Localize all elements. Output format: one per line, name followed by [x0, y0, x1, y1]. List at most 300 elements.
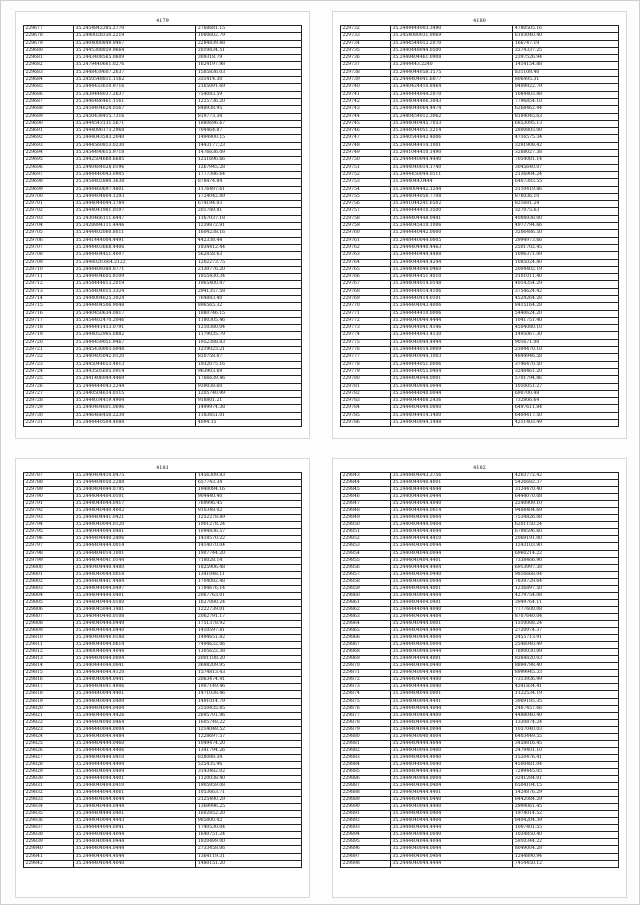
- table-row: [341, 412, 619, 419]
- row-id-cell: 229706: [24, 237, 74, 244]
- table-row: [341, 698, 619, 705]
- row-id-cell: 229857: [341, 571, 391, 578]
- code-cell: 35.2444450044.0111: [391, 171, 513, 178]
- value-cell: 1443177.23: [196, 142, 302, 149]
- value-cell: 8442084.29: [513, 797, 619, 804]
- row-id-cell: 229750: [341, 157, 391, 164]
- table-row: [341, 578, 619, 585]
- row-id-cell: 229843: [341, 473, 391, 480]
- code-cell: 35.2443408565.0609: [74, 55, 196, 62]
- code-cell: 35.2444444044.4401: [74, 776, 196, 783]
- code-cell: 35.2440444044.0481: [74, 529, 196, 536]
- row-id-cell: 229756: [341, 201, 391, 208]
- table-row: [24, 295, 302, 302]
- value-cell: 8049004.28: [513, 846, 619, 853]
- table-row: [24, 832, 302, 839]
- table-row: [341, 557, 619, 564]
- row-id-cell: 229718: [24, 325, 74, 332]
- code-cell: 35.2444404440.4463: [391, 244, 513, 251]
- table-row: [341, 361, 619, 368]
- table-row: [24, 825, 302, 832]
- table-row: [24, 84, 302, 91]
- code-cell: 35.2444040044.0441: [74, 677, 196, 684]
- code-cell: 35.2444040445.7033: [391, 120, 513, 127]
- row-id-cell: 229730: [24, 412, 74, 419]
- table-row: [24, 550, 302, 557]
- table-row: [24, 613, 302, 620]
- value-cell: 1180305.46: [196, 317, 302, 324]
- value-cell: 901671.00: [513, 339, 619, 346]
- row-id-cell: 229805: [24, 599, 74, 606]
- value-cell: 4780505.16: [513, 26, 619, 33]
- row-id-cell: 229806: [24, 606, 74, 613]
- row-id-cell: 229847: [341, 501, 391, 508]
- value-cell: 7299445.05: [513, 768, 619, 775]
- code-cell: 35.2444086173.2968: [74, 128, 196, 135]
- row-id-cell: 229751: [341, 164, 391, 171]
- table-row: [24, 383, 302, 390]
- code-cell: 35.2444044014.0148: [391, 281, 513, 288]
- code-cell: 35.2444404044.4444: [391, 825, 513, 832]
- value-cell: 754083.59: [196, 91, 302, 98]
- value-cell: 6407383.55: [513, 179, 619, 186]
- value-cell: 6404417.50: [513, 412, 619, 419]
- code-cell: 35.2444404044.4404: [391, 613, 513, 620]
- row-id-cell: 229810: [24, 635, 74, 642]
- code-cell: 35.2445388859.9664: [74, 47, 196, 54]
- table-row: [24, 193, 302, 200]
- value-cell: 1494651.82: [196, 635, 302, 642]
- value-cell: 1364119.31: [196, 853, 302, 860]
- row-id-cell: 229856: [341, 564, 391, 571]
- value-cell: 1167037.18: [196, 215, 302, 222]
- table-row: [24, 55, 302, 62]
- code-cell: 35.2444040044.0040: [391, 832, 513, 839]
- code-cell: 35.2444040044.0444: [391, 649, 513, 656]
- value-cell: 1740530.04: [196, 825, 302, 832]
- row-id-cell: 229840: [24, 846, 74, 853]
- value-cell: 6444070.08: [513, 494, 619, 501]
- code-cell: 35.2444040044.4441: [391, 698, 513, 705]
- table-row: [341, 77, 619, 84]
- code-cell: 35.2444040044.0120: [74, 522, 196, 529]
- value-cell: 1243103.90: [513, 543, 619, 550]
- row-id-cell: 229695: [24, 157, 74, 164]
- table-row: [24, 726, 302, 733]
- value-cell: 4504080.10: [513, 325, 619, 332]
- row-id-cell: 229859: [341, 585, 391, 592]
- code-cell: 35.2444440414.0101: [391, 295, 513, 302]
- table-row: [341, 128, 619, 135]
- table-row: [341, 259, 619, 266]
- row-id-cell: 229774: [341, 332, 391, 339]
- row-id-cell: 229819: [24, 698, 74, 705]
- code-cell: 35.2444403668.4406: [74, 244, 196, 251]
- row-id-cell: 229877: [341, 712, 391, 719]
- value-cell: 1880696.67: [196, 120, 302, 127]
- code-cell: 35.2444044404.4044: [391, 487, 513, 494]
- code-cell: 35.2450438415.7316: [74, 113, 196, 120]
- code-cell: 35.2444444044.4494: [74, 761, 196, 768]
- value-cell: 3101011.40: [513, 274, 619, 281]
- value-cell: 6403449.55: [513, 733, 619, 740]
- value-cell: 1907744.20: [196, 550, 302, 557]
- code-cell: 35.2444040044.1448: [391, 420, 513, 427]
- code-cell: 35.2454842385.2770: [74, 26, 196, 33]
- table-row: [341, 473, 619, 480]
- table-row: [24, 361, 302, 368]
- value-cell: 1341048.11: [196, 571, 302, 578]
- value-cell: 6853095.13: [513, 120, 619, 127]
- page-4182: [332, 458, 627, 898]
- code-cell: 35.2444404041.4906: [74, 684, 196, 691]
- code-cell: 35.2444404441.4484: [74, 578, 196, 585]
- row-id-cell: 229746: [341, 128, 391, 135]
- code-cell: 35.2445430003.0048: [74, 347, 196, 354]
- row-id-cell: 229771: [341, 310, 391, 317]
- table-row: [24, 201, 302, 208]
- table-row: [341, 790, 619, 797]
- value-cell: 5440624.20: [513, 310, 619, 317]
- row-id-cell: 229782: [341, 390, 391, 397]
- table-row: [341, 317, 619, 324]
- row-id-cell: 229778: [341, 361, 391, 368]
- code-cell: 35.2444045410.1006: [391, 223, 513, 230]
- table-row: [341, 684, 619, 691]
- table-row: [341, 585, 619, 592]
- row-id-cell: 229879: [341, 726, 391, 733]
- row-id-cell: 229690: [24, 120, 74, 127]
- table-row: [24, 557, 302, 564]
- row-id-cell: 229854: [341, 550, 391, 557]
- row-id-cell: 229720: [24, 339, 74, 346]
- table-row: [341, 62, 619, 69]
- table-row: [341, 592, 619, 599]
- table-row: [341, 487, 619, 494]
- table-row: [341, 405, 619, 412]
- table-row: [24, 223, 302, 230]
- row-id-cell: 229888: [341, 790, 391, 797]
- value-cell: 1228697.57: [196, 733, 302, 740]
- table-row: [24, 339, 302, 346]
- table-row: [24, 354, 302, 361]
- table-row: [341, 501, 619, 508]
- value-cell: 1094836.57: [196, 529, 302, 536]
- row-id-cell: 229780: [341, 376, 391, 383]
- code-cell: 35.2444404444.0460: [74, 740, 196, 747]
- row-id-cell: 229777: [341, 354, 391, 361]
- value-cell: 1414070.04: [196, 543, 302, 550]
- table-row: [24, 670, 302, 677]
- value-cell: 1179035.79: [196, 332, 302, 339]
- code-cell: 35.2444040444.4404: [391, 818, 513, 825]
- code-cell: 35.2444440044.0004: [74, 726, 196, 733]
- code-cell: 35.2444044451.4010: [391, 274, 513, 281]
- row-id-cell: 229749: [341, 150, 391, 157]
- code-cell: 35.2444544012.2070: [391, 40, 513, 47]
- code-cell: 35.2444040044.0409: [74, 698, 196, 705]
- table-row: [341, 295, 619, 302]
- code-cell: 35.2448439607.2637: [74, 69, 196, 76]
- code-cell: 35.2444044050.7708: [391, 193, 513, 200]
- value-cell: 3206486.50: [513, 230, 619, 237]
- code-cell: 35.2444040044.0018: [74, 571, 196, 578]
- row-id-cell: 229802: [24, 578, 74, 585]
- value-cell: 1520476.41: [513, 754, 619, 761]
- value-cell: 6913997.38: [513, 564, 619, 571]
- value-cell: 848938.95: [196, 106, 302, 113]
- value-cell: 2063474.41: [196, 677, 302, 684]
- table-row: [24, 208, 302, 215]
- table-row: [24, 747, 302, 754]
- table-row: [341, 157, 619, 164]
- row-id-cell: 229894: [341, 832, 391, 839]
- row-id-cell: 229738: [341, 69, 391, 76]
- row-id-cell: 229795: [24, 529, 74, 536]
- code-cell: 35.2444044040.4001: [391, 480, 513, 487]
- table-row: [24, 501, 302, 508]
- table-row: [24, 628, 302, 635]
- code-cell: 35.2444404044.4001: [391, 585, 513, 592]
- value-cell: 1604238.16: [196, 230, 302, 237]
- code-cell: 35.2444044044.0014: [391, 508, 513, 515]
- code-cell: 35.2440444044.0041: [74, 663, 196, 670]
- code-cell: 35.2444044414.1400: [391, 412, 513, 419]
- row-id-cell: 229828: [24, 761, 74, 768]
- table-row: [341, 768, 619, 775]
- code-cell: 35.2444440442.0000: [391, 230, 513, 237]
- value-cell: 2941357.58: [196, 288, 302, 295]
- table-row: [341, 733, 619, 740]
- row-id-cell: 229679: [24, 40, 74, 47]
- row-id-cell: 229882: [341, 747, 391, 754]
- code-cell: 35.2444044044.0440: [74, 628, 196, 635]
- table-row: [341, 113, 619, 120]
- table-row: [341, 237, 619, 244]
- value-cell: 1494900.15: [196, 135, 302, 142]
- table-row: [341, 613, 619, 620]
- table-row: [341, 846, 619, 853]
- value-cell: 1219023.21: [196, 347, 302, 354]
- value-cell: 3291908.42: [513, 142, 619, 149]
- code-cell: 35.2444433610.9716: [74, 84, 196, 91]
- code-cell: 35.2444404014.1001: [74, 550, 196, 557]
- code-cell: 35.2444404044.4404: [391, 628, 513, 635]
- row-id-cell: 229745: [341, 120, 391, 127]
- table-row: [24, 128, 302, 135]
- table-row: [24, 91, 302, 98]
- table-row: [341, 33, 619, 40]
- row-id-cell: 229841: [24, 853, 74, 860]
- table-row: [24, 33, 302, 40]
- row-id-cell: 229781: [341, 383, 391, 390]
- value-cell: 2125490.29: [196, 797, 302, 804]
- row-id-cell: 229889: [341, 797, 391, 804]
- code-cell: 35.2444044404.0101: [74, 494, 196, 501]
- row-id-cell: 229698: [24, 179, 74, 186]
- row-id-cell: 229862: [341, 606, 391, 613]
- code-cell: 35.2454444813.2019: [74, 281, 196, 288]
- code-cell: 35.2444444044.0041: [74, 825, 196, 832]
- table-row: [24, 543, 302, 550]
- value-cell: 2004402.19: [513, 266, 619, 273]
- value-cell: 4014354.29: [513, 281, 619, 288]
- value-cell: 3241284.01: [513, 776, 619, 783]
- table-row: [24, 244, 302, 251]
- code-cell: 35.2444404444.4443: [391, 768, 513, 775]
- row-id-cell: 229736: [341, 55, 391, 62]
- table-row: [24, 288, 302, 295]
- code-cell: 35.2444040044.0400: [391, 747, 513, 754]
- value-cell: 3949764.11: [513, 599, 619, 606]
- value-cell: 1034850.40: [513, 832, 619, 839]
- code-cell: 35.2444044444.0040: [391, 684, 513, 691]
- table-row: [341, 303, 619, 310]
- code-cell: 35.2444052985.0882: [74, 332, 196, 339]
- value-cell: 2720974.37: [513, 628, 619, 635]
- table-row: [341, 677, 619, 684]
- value-cell: 918801.21: [196, 398, 302, 405]
- value-cell: 2130776.20: [196, 266, 302, 273]
- code-cell: 35.2443505605.0914: [74, 368, 196, 375]
- row-id-cell: 229715: [24, 303, 74, 310]
- table-row: [24, 691, 302, 698]
- code-cell: 35.2444444043.2244: [74, 383, 196, 390]
- table-row: [341, 186, 619, 193]
- value-cell: 7777600.08: [513, 606, 619, 613]
- row-id-cell: 229701: [24, 201, 74, 208]
- table-row: [341, 508, 619, 515]
- code-cell: 35.2444040044.0044: [391, 846, 513, 853]
- value-cell: 8999945.33: [513, 670, 619, 677]
- table-row: [341, 620, 619, 627]
- row-id-cell: 229783: [341, 398, 391, 405]
- table-row: [341, 339, 619, 346]
- table-row: [24, 142, 302, 149]
- row-id-cell: 229683: [24, 69, 74, 76]
- row-id-cell: 229763: [341, 252, 391, 259]
- table-row: [24, 578, 302, 585]
- row-id-cell: 229892: [341, 818, 391, 825]
- table-row: [341, 150, 619, 157]
- value-cell: 7800030.09: [513, 649, 619, 656]
- row-id-cell: 229734: [341, 40, 391, 47]
- row-id-cell: 229871: [341, 670, 391, 677]
- value-cell: 2067763.01: [196, 592, 302, 599]
- value-cell: 1096371.09: [513, 252, 619, 259]
- table-row: [24, 860, 302, 867]
- code-cell: 35.2444404605.8109: [74, 274, 196, 281]
- value-cell: 2695701.96: [196, 712, 302, 719]
- code-cell: 35.2444402060.8011: [74, 230, 196, 237]
- code-cell: 35.2444044058.1575: [391, 69, 513, 76]
- row-id-cell: 229684: [24, 77, 74, 84]
- table-row: [24, 635, 302, 642]
- row-id-cell: 229709: [24, 259, 74, 266]
- value-cell: 2455713.91: [513, 635, 619, 642]
- table-row: [341, 179, 619, 186]
- row-id-cell: 229727: [24, 390, 74, 397]
- code-cell: 35.2444044044.4244: [391, 259, 513, 266]
- row-id-cell: 229826: [24, 747, 74, 754]
- table-row: [341, 649, 619, 656]
- table-row: [341, 310, 619, 317]
- row-id-cell: 229872: [341, 677, 391, 684]
- row-id-cell: 229870: [341, 663, 391, 670]
- table-row: [341, 494, 619, 501]
- row-id-cell: 229735: [341, 47, 391, 54]
- value-cell: 704464.87: [196, 128, 302, 135]
- value-cell: 1605748.22: [196, 719, 302, 726]
- table-row: [341, 811, 619, 818]
- value-cell: 3248461.20: [513, 368, 619, 375]
- row-id-cell: 229823: [24, 726, 74, 733]
- code-cell: 35.2444040044.4444: [391, 339, 513, 346]
- table-row: [24, 135, 302, 142]
- code-cell: 35.2444040404.0410: [74, 783, 196, 790]
- value-cell: 1041751.40: [513, 317, 619, 324]
- row-id-cell: 229794: [24, 522, 74, 529]
- value-cell: 1205740.99: [196, 390, 302, 397]
- code-cell: 35.2444040444.0001: [391, 620, 513, 627]
- data-table: [340, 25, 619, 427]
- data-table: [23, 472, 302, 868]
- value-cell: 1310088.24: [513, 620, 619, 627]
- code-cell: 35.2440424410.8464: [391, 84, 513, 91]
- row-id-cell: 229686: [24, 91, 74, 98]
- table-row: [341, 776, 619, 783]
- table-row: [24, 804, 302, 811]
- value-cell: 4844946.58: [513, 354, 619, 361]
- code-cell: 35.2444444410.0006: [391, 310, 513, 317]
- table-row: [341, 135, 619, 142]
- code-cell: 35.2444040044.4440: [391, 804, 513, 811]
- row-id-cell: 229713: [24, 288, 74, 295]
- value-cell: 3110419.86: [513, 186, 619, 193]
- table-row: [341, 754, 619, 761]
- code-cell: 35.2444044444.0401: [74, 592, 196, 599]
- row-id-cell: 229845: [341, 487, 391, 494]
- table-row: [24, 274, 302, 281]
- code-cell: 35.2444040044.4044: [391, 670, 513, 677]
- code-cell: 35.2454402880.3638: [74, 179, 196, 186]
- code-cell: 35.2479440661.0276: [74, 62, 196, 69]
- table-row: [24, 606, 302, 613]
- value-cell: 6960214.22: [513, 550, 619, 557]
- value-cell: 9408404.69: [513, 508, 619, 515]
- table-row: [341, 252, 619, 259]
- value-cell: 4977794.66: [513, 223, 619, 230]
- row-id-cell: 229807: [24, 613, 74, 620]
- code-cell: 35.2444044044.0614: [74, 642, 196, 649]
- page-number: 4182: [473, 465, 486, 471]
- code-cell: 35.2454404628.0567: [74, 106, 196, 113]
- code-cell: 35.2444404044.0440: [391, 797, 513, 804]
- value-cell: 2733458.06: [196, 846, 302, 853]
- table-row: [24, 332, 302, 339]
- table-row: [24, 585, 302, 592]
- table-row: [24, 761, 302, 768]
- row-id-cell: 229881: [341, 740, 391, 747]
- code-cell: 35.2441444004.4491: [74, 237, 196, 244]
- code-cell: 35.2428894111.4446: [74, 223, 196, 230]
- code-cell: 35.2444404044.0409: [74, 768, 196, 775]
- row-id-cell: 229748: [341, 142, 391, 149]
- code-cell: 35.2444044044.4120: [74, 670, 196, 677]
- table-row: [24, 157, 302, 164]
- table-row: [24, 179, 302, 186]
- value-cell: 1049474.20: [196, 740, 302, 747]
